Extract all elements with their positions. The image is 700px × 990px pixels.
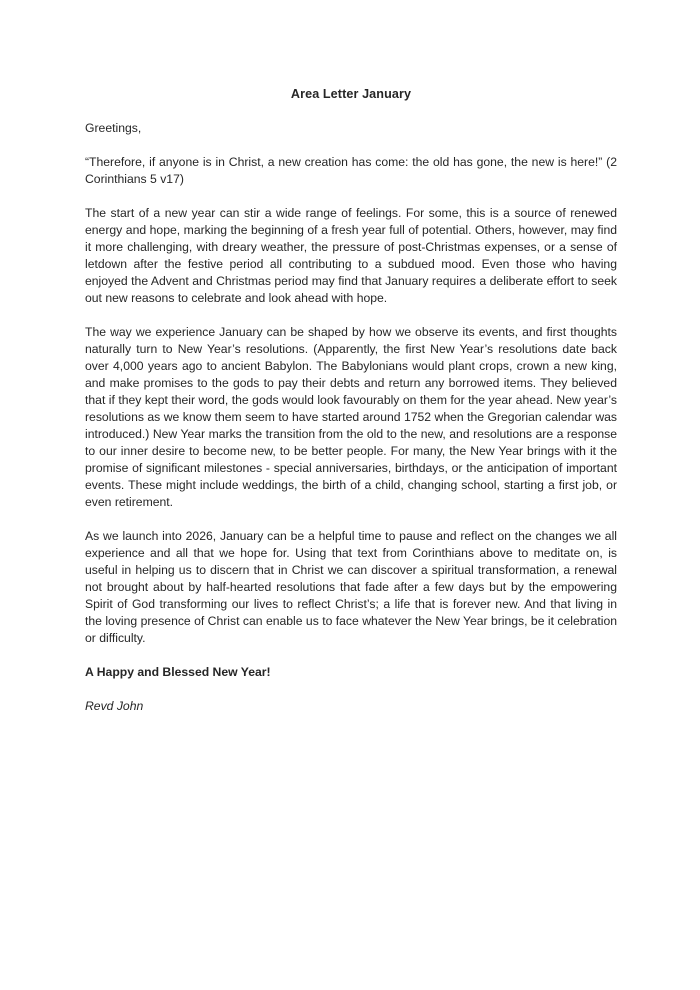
letter-paragraph-resolutions-history: The way we experience January can be shaped by how we observe its events, and first thoughts naturally turn to New Year’s resolutions. (Apparently, the first New Year’s resolutions date back over 4,000 years ago to ancient Babylon. The Babylonians would plant crops, crown a new king, and make promises to the gods to pay their debts and return any borrowed items. They believed that if they kept their word, the gods would look favourably on them for the year ahead. New year’s resolutions as we know them seem to have started around 1752 when the Gregorian calendar was introduced.) New Year marks the transition from the old to the new, and resolutions are a response to our inner desire to become new, to be better people. For many, the New Year brings with it the promise of significant milestones - special anniversaries, birthdays, or the anticipation of important events. These might include weddings, the birth of a child, changing school, starting a first job, or even retirement. — [85, 325, 617, 509]
letter-paragraph-2026-reflection: As we launch into 2026, January can be a helpful time to pause and reflect on the changes we all experience and all that we hope for. Using that text from Corinthians above to meditate on, is useful in helping us to discern that in Christ we can discover a spiritual transformation, a renewal not brought about by half-hearted resolutions that fade after a few days but by the empowering Spirit of God transforming our lives to reflect Christ’s; a life that is forever new. And that living in the loving presence of Christ can enable us to face whatever the New Year brings, be it celebration or difficulty. — [85, 529, 617, 645]
letter-title: Area Letter January — [290, 87, 412, 101]
letter-signature: Revd John — [85, 699, 144, 713]
letter-closing-wish: A Happy and Blessed New Year! — [85, 665, 271, 679]
letter-scripture-quote: “Therefore, if anyone is in Christ, a new creation has come: the old has gone, the new is here!” (2 Corinthians 5 v17) — [85, 155, 617, 186]
letter-greeting: Greetings, — [85, 121, 142, 135]
letter-content — [85, 86, 617, 732]
letter-paragraph-new-year-feelings: The start of a new year can stir a wide range of feelings. For some, this is a source of renewed energy and hope, marking the beginning of a fresh year full of potential. Others, however, may find it more challenging, with dreary weather, the pressure of post-Christmas expenses, or a sense of letdown after the festive period all contributing to a subdued mood. Even those who having enjoyed the Advent and Christmas period may find that January requires a deliberate effort to seek out new reasons to celebrate and look ahead with hope. — [85, 206, 617, 305]
